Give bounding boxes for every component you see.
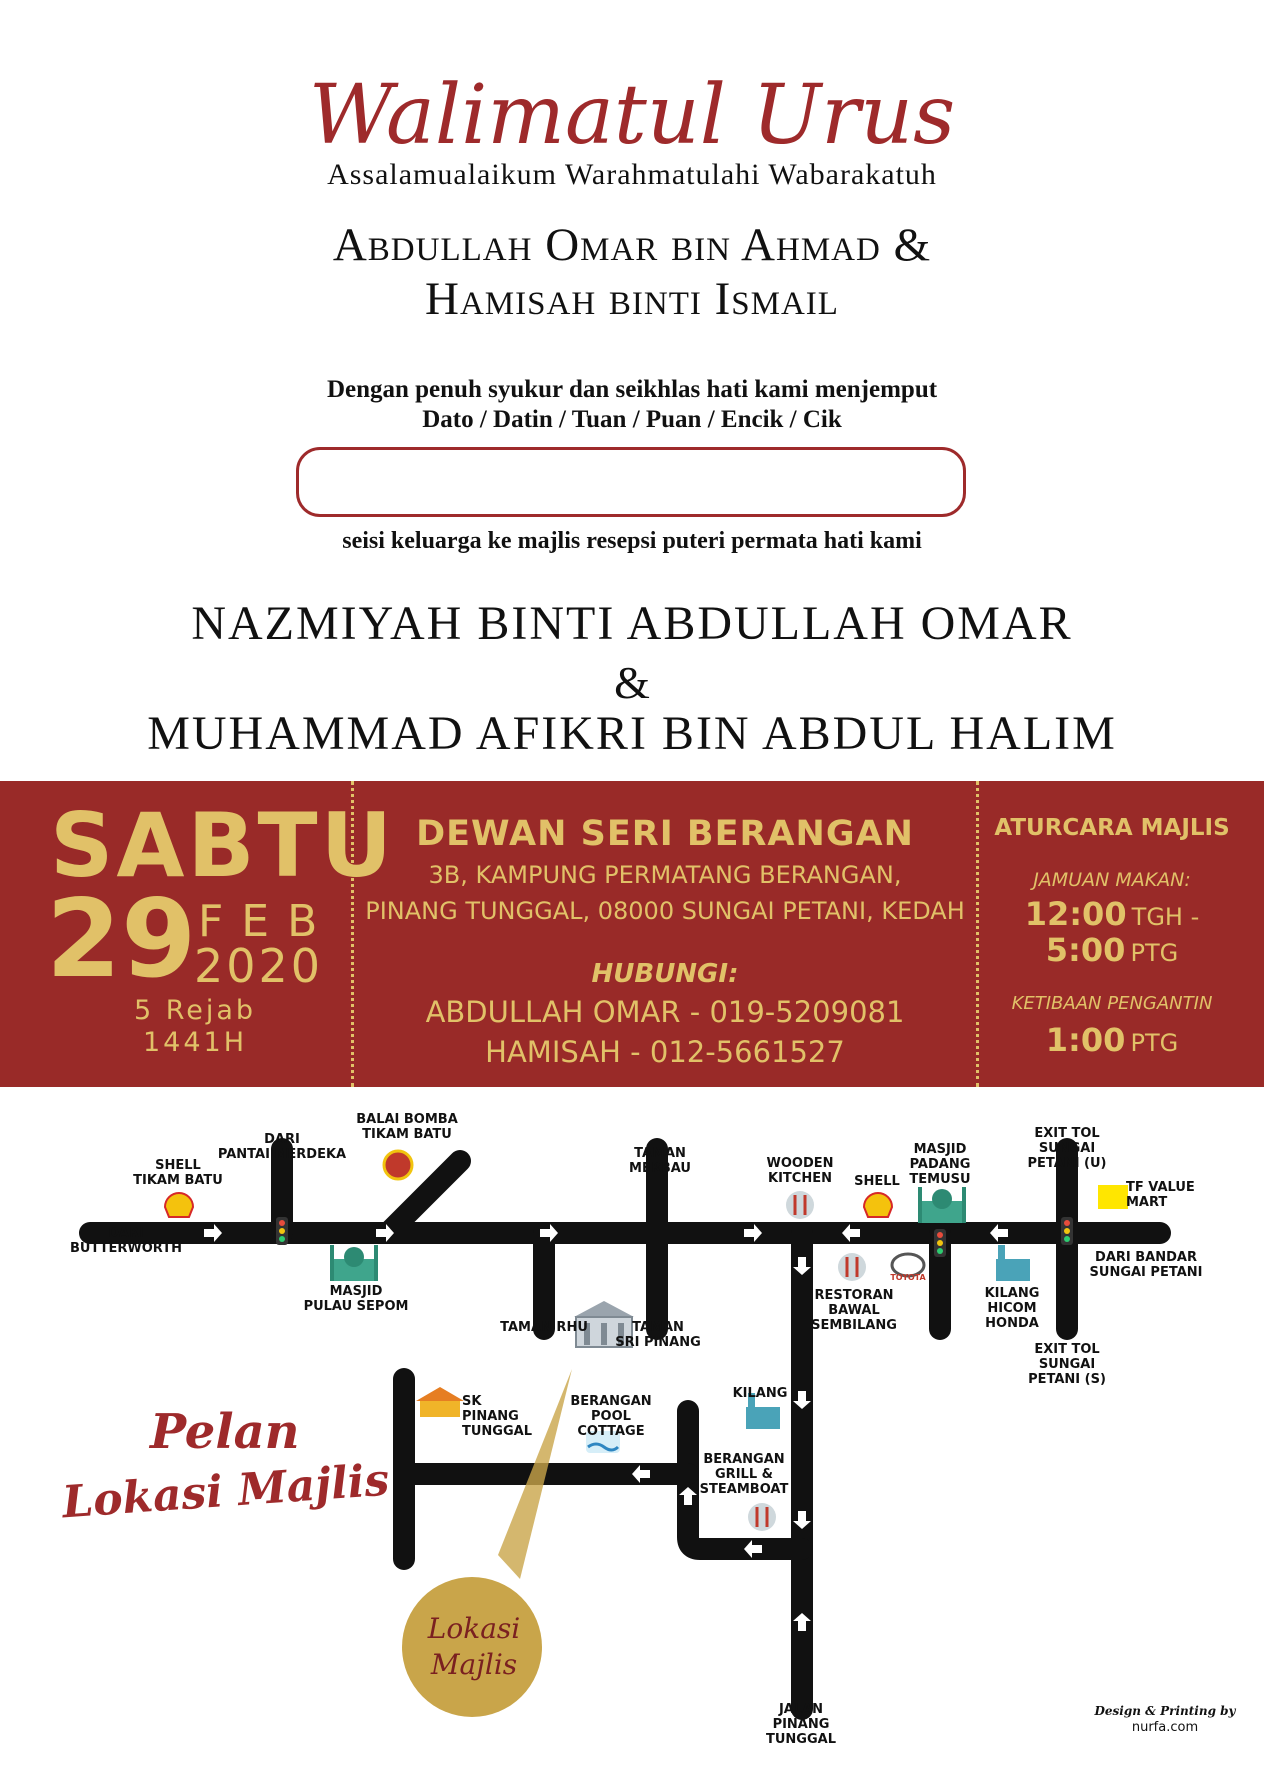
label-berangan-grill: BERANGAN GRILL & STEAMBOAT bbox=[699, 1452, 789, 1497]
label-tf-value-mart: TF VALUE MART bbox=[1126, 1180, 1195, 1210]
location-circle bbox=[402, 1577, 542, 1717]
host-line-2: Hamisah binti Ismail bbox=[425, 273, 839, 325]
credit-line-1: Design & Printing by bbox=[1094, 1704, 1236, 1718]
label-masjid-pulau-sepom: MASJID PULAU SEPOM bbox=[303, 1284, 409, 1314]
shell-icon bbox=[165, 1193, 193, 1217]
label-wooden-kitchen: WOODEN KITCHEN bbox=[766, 1156, 834, 1186]
divider-right bbox=[976, 781, 979, 1087]
map-title-line-1: Pelan bbox=[150, 1404, 300, 1460]
label-berangan-pool: BERANGAN POOL COTTAGE bbox=[570, 1394, 652, 1439]
store-icon bbox=[1098, 1185, 1128, 1209]
restaurant-icon bbox=[748, 1503, 776, 1531]
invitation-line-1: Dengan penuh syukur dan seikhlas hati kami menjemput bbox=[326, 376, 938, 403]
venue-address-2: PINANG TUNGGAL, 08000 SUNGAI PETANI, KEDAH bbox=[365, 897, 965, 925]
label-exit-tol-u: EXIT TOL SUNGAI PETANI (U) bbox=[1027, 1126, 1107, 1171]
schedule-item2-label: KETIBAAN PENGANTIN bbox=[1011, 993, 1213, 1014]
label-shell: SHELL bbox=[854, 1174, 900, 1189]
label-kilang: KILANG bbox=[732, 1386, 788, 1401]
venue-name: DEWAN SERI BERANGAN bbox=[416, 814, 914, 854]
traffic-light-icon bbox=[276, 1217, 288, 1245]
host-line-1: Abdullah Omar bin Ahmad & bbox=[332, 219, 932, 271]
schedule-item1-time1 bbox=[980, 895, 1244, 933]
fire-station-icon bbox=[384, 1151, 412, 1179]
location-label-line-1: Lokasi bbox=[427, 1612, 521, 1645]
schedule-item1-time2 bbox=[980, 931, 1244, 969]
label-toyota: TOYOTA bbox=[890, 1273, 926, 1282]
groom-name: MUHAMMAD AFIKRI BIN ABDUL HALIM bbox=[147, 707, 1117, 760]
hijri-year: 1441H bbox=[142, 1027, 247, 1058]
label-dari-pantai-merdeka: DARI PANTAI MERDEKA bbox=[217, 1132, 347, 1162]
invitation-line-3: seisi keluarga ke majlis resepsi puteri permata hati kami bbox=[342, 528, 922, 554]
label-restoran-bawal: RESTORAN BAWAL SEMBILANG bbox=[811, 1288, 897, 1333]
divider-left bbox=[351, 781, 354, 1087]
couple-ampersand: & bbox=[614, 657, 650, 708]
schedule-arrival-time: 1:00 bbox=[1045, 1021, 1126, 1059]
label-dari-butterworth: DARI BUTTERWORTH bbox=[70, 1226, 182, 1256]
shell-icon bbox=[864, 1193, 892, 1217]
label-dari-bandar: DARI BANDAR SUNGAI PETANI bbox=[1089, 1250, 1203, 1280]
schedule-time-start: 12:00 bbox=[1024, 895, 1127, 933]
schedule-item1-label: JAMUAN MAKAN: bbox=[1033, 869, 1191, 891]
label-balai-bomba: BALAI BOMBA TIKAM BATU bbox=[356, 1112, 458, 1142]
label-shell-tikam-batu: SHELL TIKAM BATU bbox=[133, 1158, 223, 1188]
label-masjid-padang-temusu: MASJID PADANG TEMUSU bbox=[909, 1142, 971, 1187]
guest-name-box[interactable] bbox=[296, 447, 966, 517]
contact-2: HAMISAH - 012-5661527 bbox=[485, 1035, 845, 1069]
label-exit-tol-s: EXIT TOL SUNGAI PETANI (S) bbox=[1028, 1342, 1106, 1387]
schedule-time-end-suffix: PTG bbox=[1130, 939, 1179, 967]
mosque-icon bbox=[918, 1187, 966, 1223]
label-jalan-pinang-tunggal: JALAN PINANG TUNGGAL bbox=[766, 1702, 836, 1747]
contact-1: ABDULLAH OMAR - 019-5209081 bbox=[425, 995, 905, 1029]
schedule-arrival-suffix: PTG bbox=[1130, 1029, 1179, 1057]
label-taman-merbau: TAMAN MERBAU bbox=[629, 1146, 691, 1176]
map-title-line-2: Lokasi Majlis bbox=[60, 1454, 391, 1529]
label-kilang-hicom: KILANG HICOM HONDA bbox=[984, 1286, 1040, 1331]
location-label-line-2: Majlis bbox=[430, 1648, 518, 1681]
invitation-title: Walimatul Urus bbox=[308, 68, 956, 163]
credit-line-2: nurfa.com bbox=[1131, 1720, 1199, 1735]
mosque-icon bbox=[330, 1245, 378, 1281]
traffic-light-icon bbox=[934, 1229, 946, 1257]
restaurant-icon bbox=[838, 1253, 866, 1281]
traffic-light-icon bbox=[1061, 1217, 1073, 1245]
restaurant-icon bbox=[786, 1191, 814, 1219]
event-month: FEB bbox=[198, 896, 336, 947]
schedule-item2-time bbox=[980, 1021, 1244, 1059]
contact-title: HUBUNGI: bbox=[591, 959, 739, 989]
event-details-band bbox=[0, 781, 1264, 1087]
label-taman-sri-pinang: TAMAN SRI PINANG bbox=[615, 1320, 701, 1350]
schedule-time-start-suffix: TGH - bbox=[1131, 903, 1200, 931]
schedule-title: ATURCARA MAJLIS bbox=[994, 815, 1230, 841]
school-icon bbox=[416, 1387, 464, 1417]
invitation-line-2: Dato / Datin / Tuan / Puan / Encik / Cik bbox=[422, 406, 842, 433]
schedule-time-end: 5:00 bbox=[1045, 931, 1126, 969]
event-date-number: 29 bbox=[46, 877, 197, 1002]
greeting: Assalamualaikum Warahmatulahi Wabarakatuh bbox=[327, 158, 937, 191]
venue-address-1: 3B, KAMPUNG PERMATANG BERANGAN, bbox=[428, 861, 902, 889]
bride-name: NAZMIYAH BINTI ABDULLAH OMAR bbox=[191, 597, 1073, 650]
label-sk-pinang-tunggal: SK PINANG TUNGGAL bbox=[462, 1394, 532, 1439]
label-taman-rhu: TAMAN RHU bbox=[500, 1320, 588, 1335]
hijri-day: 5 Rejab bbox=[133, 995, 257, 1026]
factory-icon bbox=[996, 1245, 1030, 1281]
event-year: 2020 bbox=[194, 939, 324, 993]
event-day: SABTU bbox=[50, 794, 396, 897]
